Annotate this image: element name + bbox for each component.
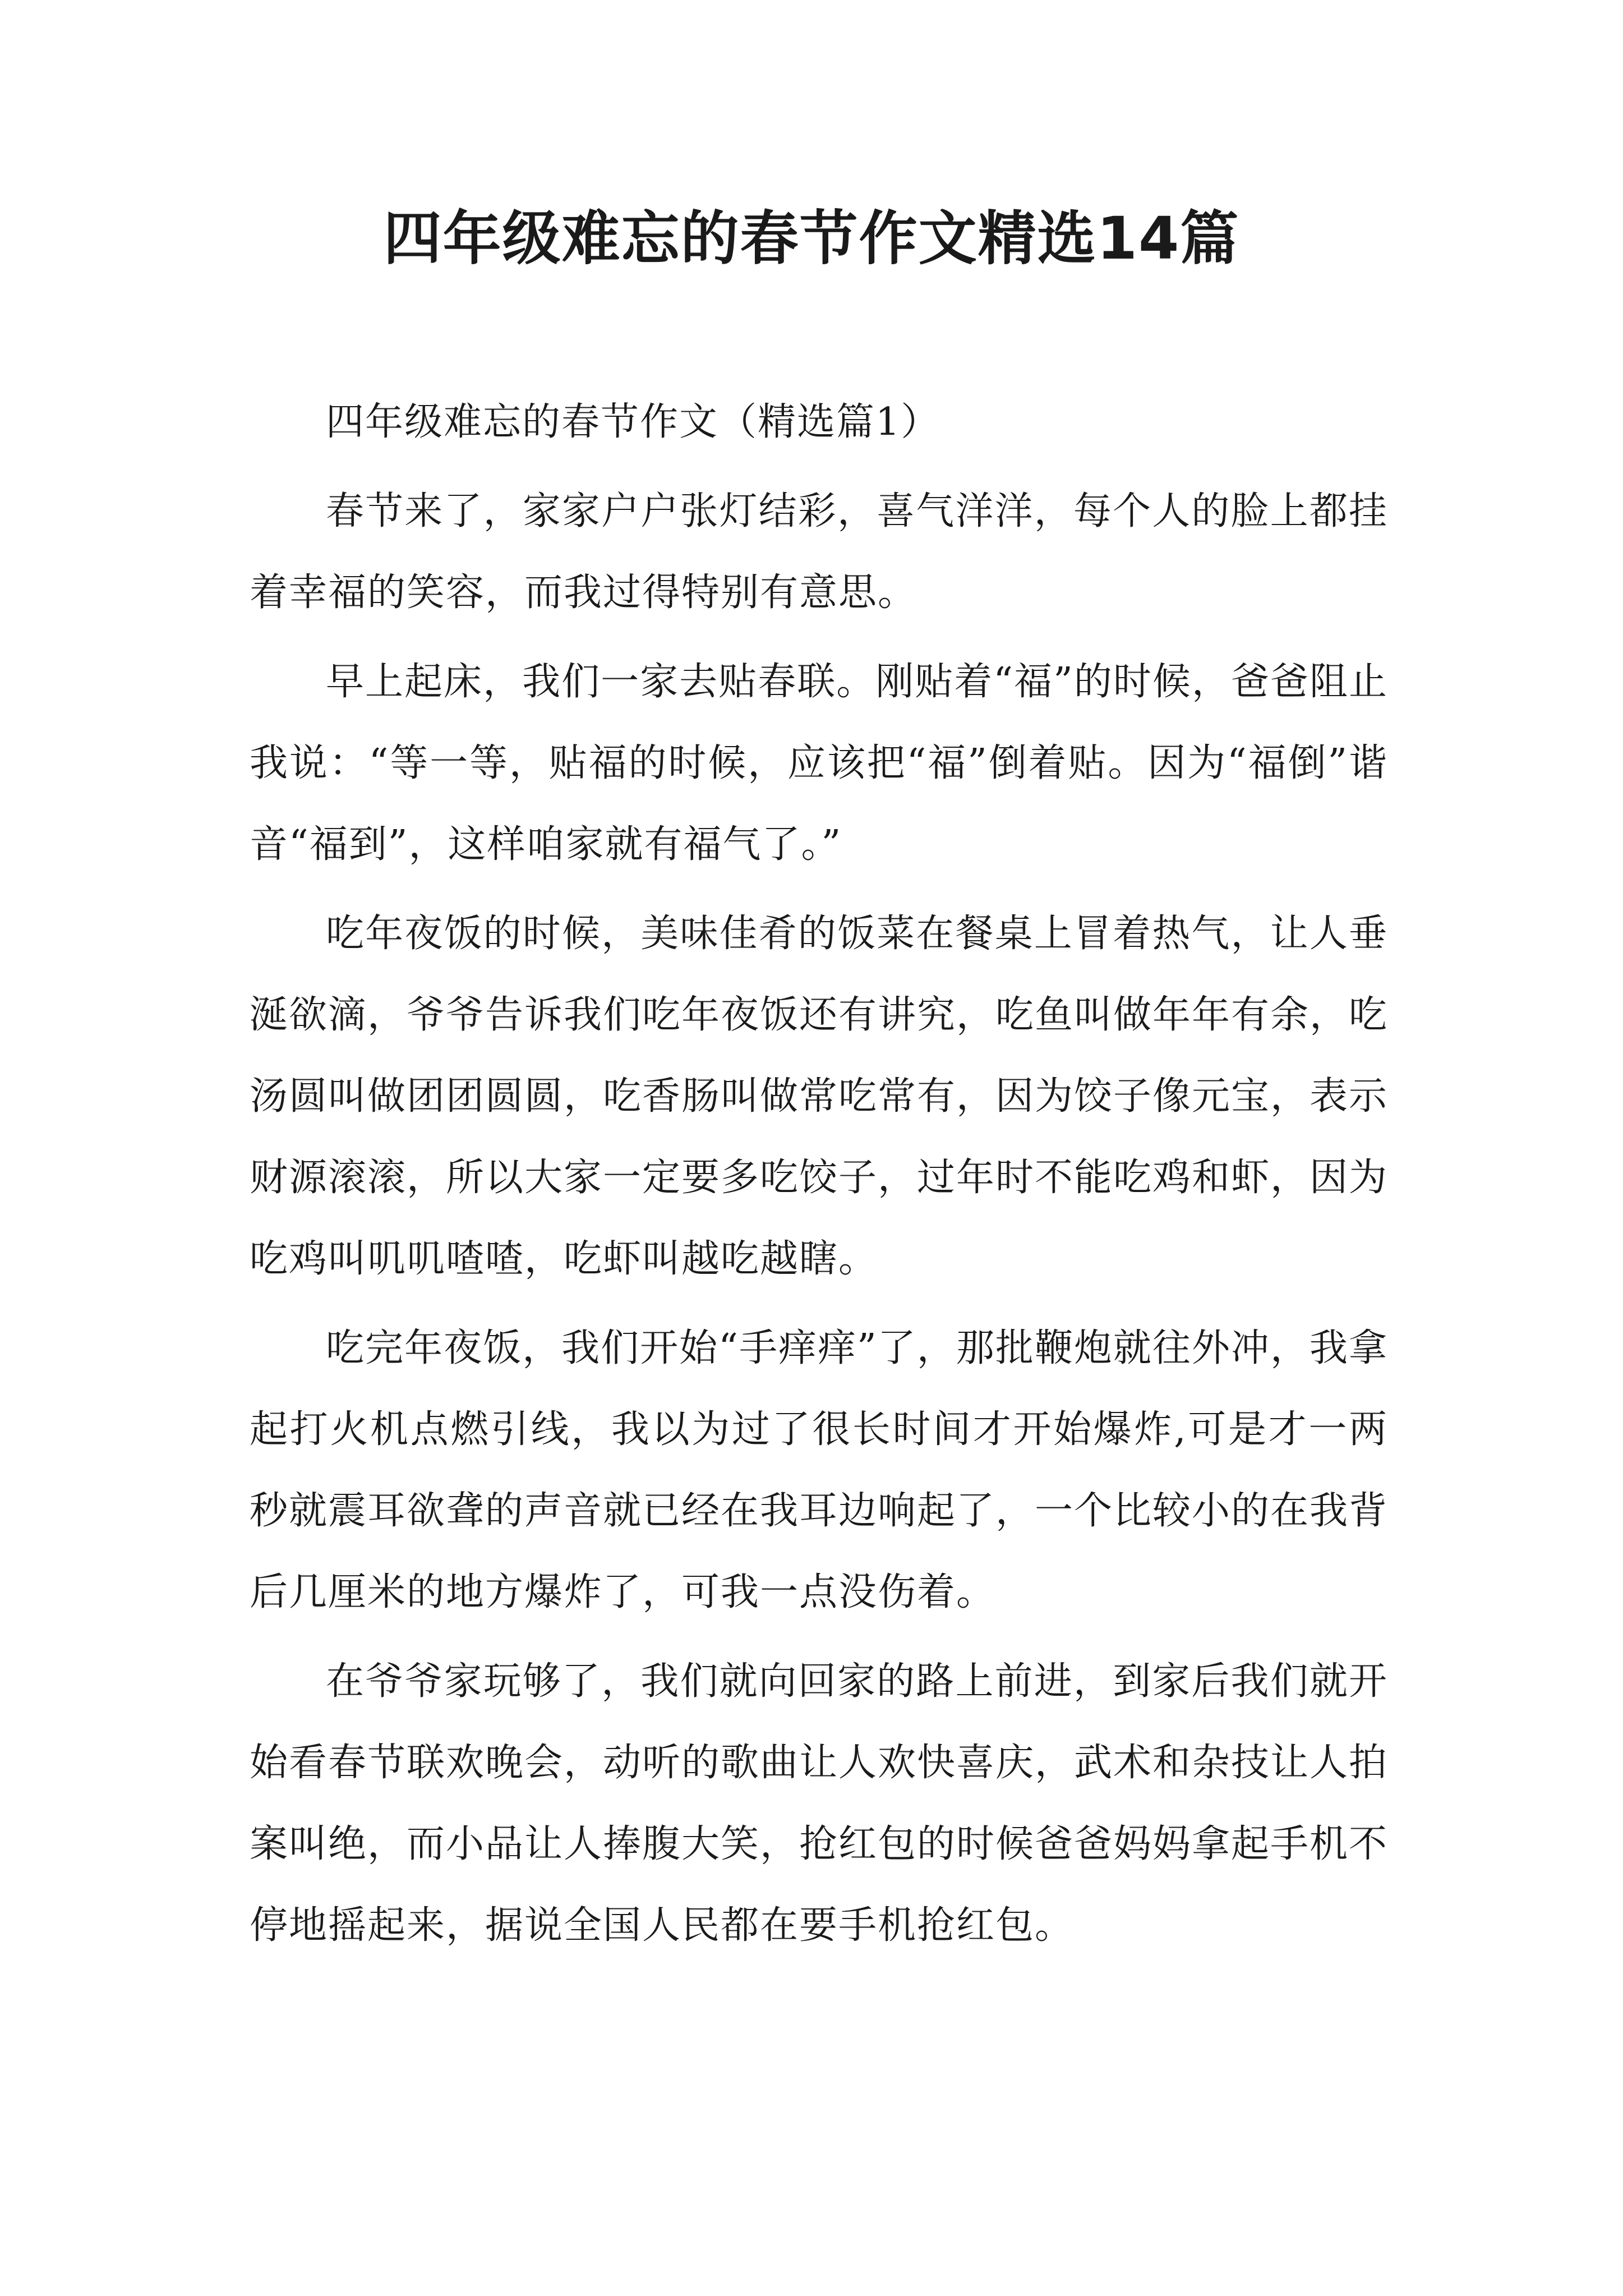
document-title: 四年级难忘的春节作文精选14篇: [383, 204, 1240, 273]
paragraph: 春节来了，家家户户张灯结彩，喜气洋洋，每个人的脸上都挂着幸福的笑容，而我过得特别有意思。: [250, 489, 1388, 615]
paragraph: 早上起床，我们一家去贴春联。刚贴着“福”的时候，爸爸阻止我说：“等一等，贴福的时候，应该把“福”倒着贴。因为“福倒”谐音“福到”，这样咱家就有福气了。”: [250, 660, 1388, 867]
document-body: [250, 381, 1388, 1966]
paragraph: 在爷爷家玩够了，我们就向回家的路上前进，到家后我们就开始看春节联欢晚会，动听的歌曲让人欢快喜庆，武术和杂技让人拍案叫绝，而小品让人捧腹大笑，抢红包的时候爸爸妈妈拿起手机不停地摇起来，据说全国人民都在要手机抢红包。: [250, 1659, 1389, 1948]
paragraph: 吃完年夜饭，我们开始“手痒痒”了，那批鞭炮就往外冲，我拿起打火机点燃引线，我以为过了很长时间才开始爆炸,可是才一两秒就震耳欲聋的声音就已经在我耳边响起了，一个比较小的在我背后几厘米的地方爆炸了，可我一点没伤着。: [250, 1326, 1389, 1614]
paragraph: 吃年夜饭的时候，美味佳肴的饭菜在餐桌上冒着热气，让人垂涎欲滴，爷爷告诉我们吃年夜饭还有讲究，吃鱼叫做年年有余，吃汤圆叫做团团圆圆，吃香肠叫做常吃常有，因为饺子像元宝，表示财源滚滚，所以大家一定要多吃饺子，过年时不能吃鸡和虾，因为吃鸡叫叽叽喳喳，吃虾叫越吃越瞎。: [250, 912, 1389, 1281]
section-subtitle: 四年级难忘的春节作文（精选篇1）: [326, 400, 940, 444]
